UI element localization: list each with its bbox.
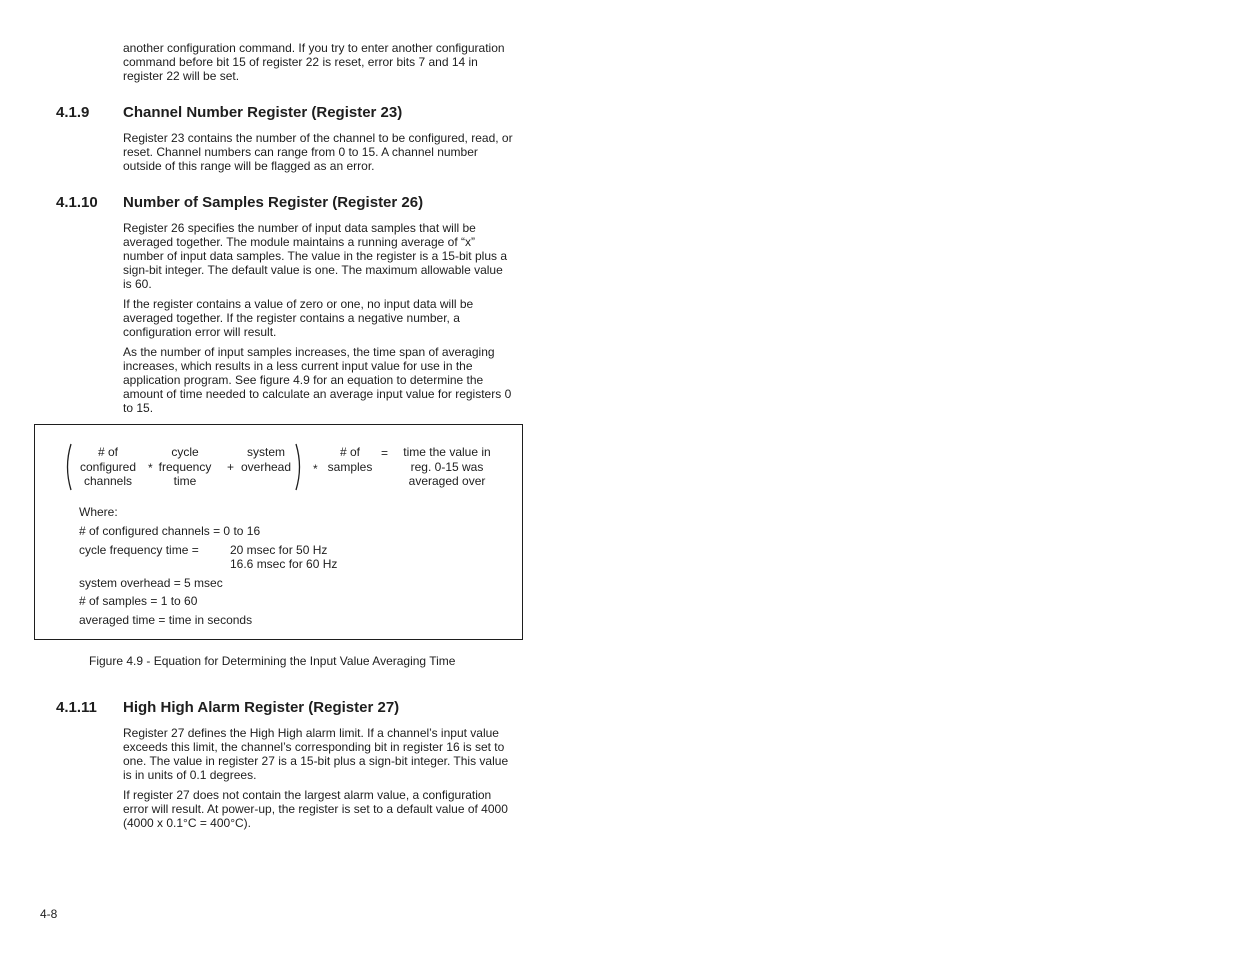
section-4-1-10-paragraph-2: If the register contains a value of zero or one, no input data will be averaged together. If the register contains a negative number, a configuration error will result. [123, 297, 474, 339]
equals-sign: = [381, 446, 389, 460]
where-system-overhead: system overhead = 5 msec [79, 576, 223, 590]
page-number: 4-8 [40, 907, 58, 921]
term-system-overhead: system overhead [240, 445, 292, 474]
right-parenthesis [294, 443, 304, 491]
where-configured-channels: # of configured channels = 0 to 16 [79, 524, 261, 538]
section-heading-4-1-10 [56, 194, 423, 212]
section-4-1-10-paragraph-3: As the number of input samples increases, the time span of averaging increases, which results in a less current input value for use in the application program. See figure 4.9 for an equation to determine the amount of time needed to calculate an average input value for registers 0 to 15. [123, 345, 512, 415]
section-number: 4.1.9 [56, 104, 90, 121]
figure-caption: Figure 4.9 - Equation for Determining the Input Value Averaging Time [89, 654, 456, 668]
section-4-1-9-paragraph: Register 23 contains the number of the channel to be configured, read, or reset. Channel numbers can range from 0 to 15. A channel number outside of this range will be flagged as an error. [123, 131, 513, 173]
term-number-of-samples: # of samples [327, 445, 373, 474]
section-title: Channel Number Register (Register 23) [123, 104, 403, 121]
plus-operator: + [227, 460, 235, 474]
section-title: Number of Samples Register (Register 26) [123, 194, 424, 211]
section-heading-4-1-9 [56, 104, 402, 122]
where-averaged-time: averaged time = time in seconds [79, 613, 253, 627]
section-number: 4.1.11 [56, 699, 97, 716]
term-configured-channels: # of configured channels [79, 445, 137, 488]
section-number: 4.1.10 [56, 194, 98, 211]
section-4-1-11-paragraph-2: If register 27 does not contain the largest alarm value, a configuration error will result. At power-up, the register is set to a default value of 4000 (4000 x 0.1°C = 400°C). [123, 788, 508, 830]
multiply-operator: * [313, 462, 318, 476]
term-cycle-frequency-time: cycle frequency time [158, 445, 212, 488]
section-heading-4-1-11 [56, 699, 399, 717]
left-parenthesis [63, 443, 73, 491]
where-samples: # of samples = 1 to 60 [79, 594, 198, 608]
where-cycle-60hz: 16.6 msec for 60 Hz [230, 557, 338, 571]
section-title: High High Alarm Register (Register 27) [123, 699, 400, 716]
equation-result: time the value in reg. 0-15 was averaged over [403, 445, 491, 488]
equation-figure-box [34, 424, 523, 640]
where-cycle-50hz: 20 msec for 50 Hz [230, 543, 328, 557]
section-4-1-11-paragraph-1: Register 27 defines the High High alarm limit. If a channel’s input value exceeds this limit, the channel’s corresponding bit in register 16 is set to one. The value in register 27 is a 15-bit plus a sign-bit integer. This value is in units of 0.1 degrees. [123, 726, 509, 782]
section-4-1-10-paragraph-1: Register 26 specifies the number of input data samples that will be averaged together. The module maintains a running average of “x” number of input data samples. The value in the register is a 15-bit plus a sign-bit integer. The default value is one. The maximum allowable value is 60. [123, 221, 507, 291]
where-cycle-label: cycle frequency time = [79, 543, 199, 557]
multiply-operator: * [148, 461, 153, 475]
where-label: Where: [79, 505, 118, 519]
intro-paragraph: another configuration command. If you try to enter another configuration command before bit 15 of register 22 is reset, error bits 7 and 14 in register 22 will be set. [123, 41, 505, 83]
